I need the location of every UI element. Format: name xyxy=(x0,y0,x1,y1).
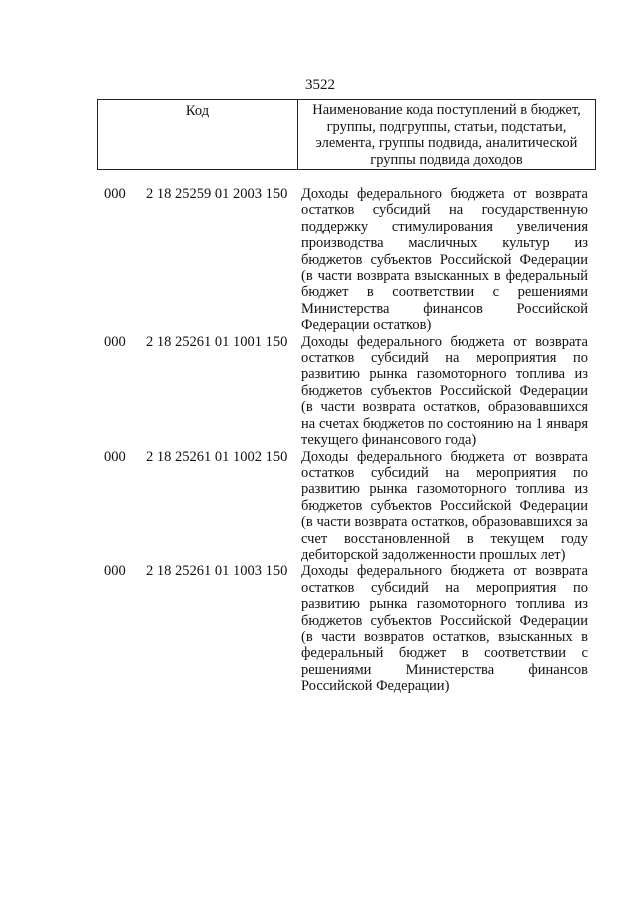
row-income-code: 2 18 25259 01 2003 150 xyxy=(146,186,288,202)
table-row xyxy=(0,334,640,449)
row-income-code: 2 18 25261 01 1002 150 xyxy=(146,448,288,465)
header-name-column: Наименование кода поступлений в бюджет, группы, подгруппы, статьи, подстатьи, элемента, группы подвида, аналитической группы подвида доходов xyxy=(312,102,581,168)
row-admin-code: 000 xyxy=(104,333,126,350)
table-header xyxy=(97,99,596,170)
row-admin-code: 000 xyxy=(104,186,126,202)
row-description: Доходы федерального бюджета от возврата остатков субсидий на мероприятия по развитию рынка газомоторного топлива из бюджетов субъектов Российской Федерации (в части возвратов остатков, взысканных в федеральный бюджет в соответствии с решениями Министерства финансов Российской Федерации) xyxy=(301,563,588,695)
table-body xyxy=(0,186,640,695)
table-row xyxy=(0,186,640,334)
row-description: Доходы федерального бюджета от возврата остатков субсидий на мероприятия по развитию рынка газомоторного топлива из бюджетов субъектов Российской Федерации (в части возврата остатков, образовавшихся на счетах бюджетов по состоянию на 1 января текущего финансового года) xyxy=(301,333,588,449)
row-description: Доходы федерального бюджета от возврата остатков субсидий на мероприятия по развитию рынка газомоторного топлива из бюджетов субъектов Российской Федерации (в части возврата остатков, образовавшихся за счет восстановленной в текущем году дебиторской задолженности прошлых лет) xyxy=(301,448,588,563)
table-row xyxy=(0,449,640,564)
row-income-code: 2 18 25261 01 1001 150 xyxy=(146,333,288,350)
row-admin-code: 000 xyxy=(104,448,126,465)
page-number: 3522 xyxy=(305,77,335,93)
row-income-code: 2 18 25261 01 1003 150 xyxy=(146,563,288,580)
table-row xyxy=(0,563,640,694)
header-code-column: Код xyxy=(98,100,298,169)
row-description: Доходы федерального бюджета от возврата остатков субсидий на государственную поддержку стимулирования увеличения производства масличных культур из бюджетов субъектов Российской Федерации (в части возврата взысканных в федеральный бюджет в соответствии с решениями Министерства финансов Российской Федерации остатков) xyxy=(301,186,588,334)
row-admin-code: 000 xyxy=(104,563,126,580)
